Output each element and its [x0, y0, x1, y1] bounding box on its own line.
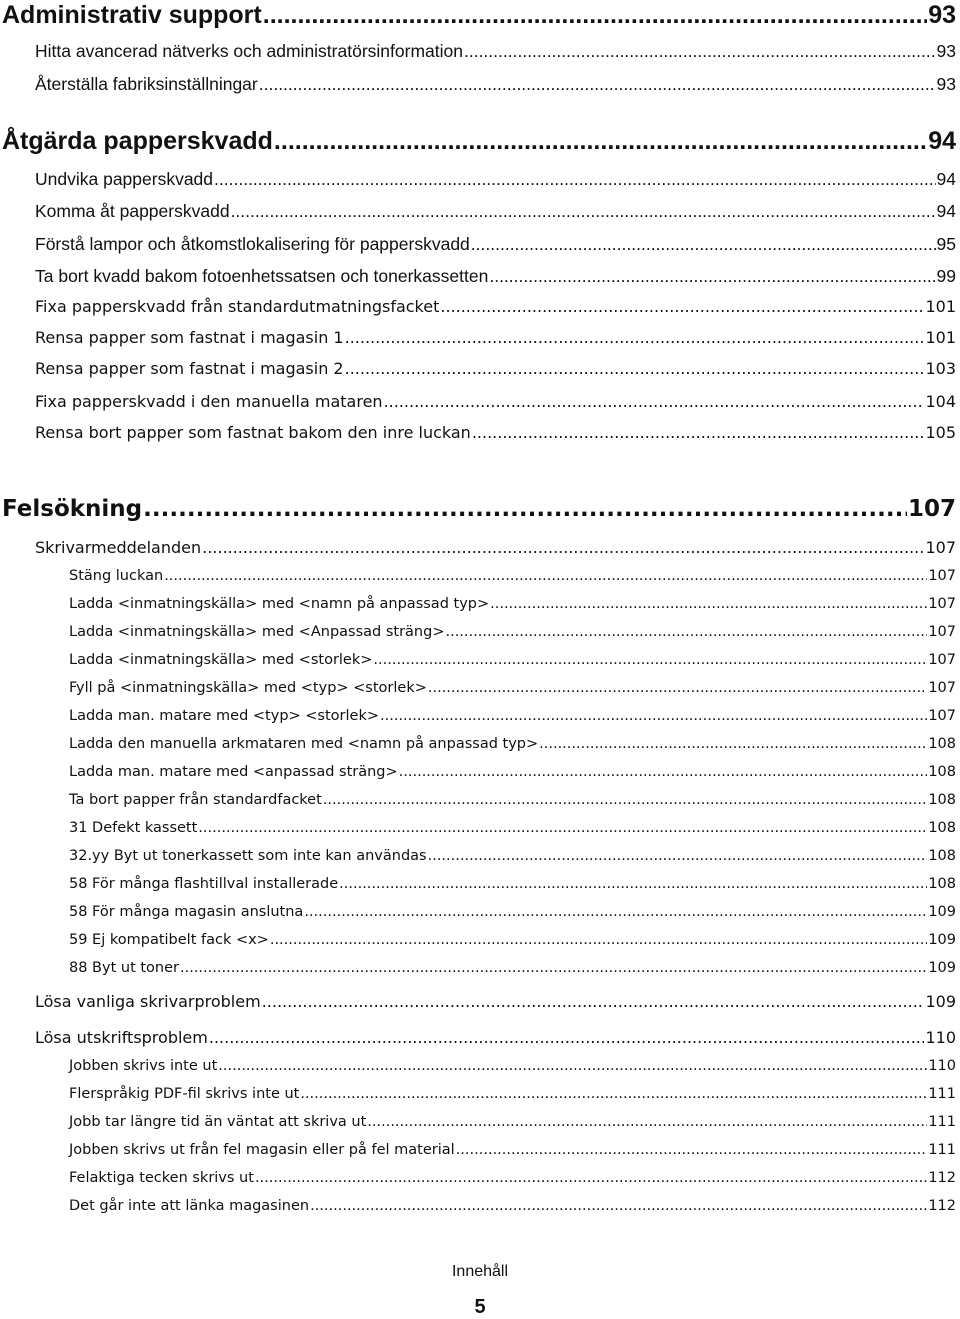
- toc-entry-page-number: 107: [928, 708, 956, 724]
- toc-entry-page-number: 109: [928, 904, 956, 920]
- toc-section-entry[interactable]: [0, 296, 956, 318]
- dot-leader: [339, 875, 927, 894]
- toc-entry-title: Rensa papper som fastnat i magasin 1: [35, 328, 344, 347]
- toc-subsection-entry[interactable]: [0, 1085, 956, 1104]
- dot-leader: [209, 1027, 925, 1049]
- toc-entry-page-number: 107: [928, 652, 956, 668]
- toc-entry-title: Rensa bort papper som fastnat bakom den inre luckan: [35, 423, 471, 442]
- toc-section-entry[interactable]: [0, 422, 956, 444]
- toc-entry-title: Hitta avancerad nätverks och administratörsinformation: [35, 41, 463, 61]
- toc-entry-page-number: 94: [936, 201, 956, 221]
- toc-entry-title: 58 För många magasin anslutna: [69, 904, 304, 920]
- toc-entry-page-number: 105: [925, 423, 956, 442]
- toc-entry-page-number: 111: [928, 1142, 956, 1158]
- dot-leader: [345, 327, 925, 349]
- toc-subsection-entry[interactable]: [0, 1113, 956, 1132]
- toc-entry-page-number: 93: [928, 1, 956, 29]
- toc-entry-page-number: 107: [928, 680, 956, 696]
- dot-leader: [399, 763, 928, 782]
- dot-leader: [262, 991, 925, 1013]
- dot-leader: [428, 847, 928, 866]
- toc-entry-page-number: 109: [925, 992, 956, 1011]
- toc-entry-title: 59 Ej kompatibelt fack <x>: [69, 932, 269, 948]
- toc-entry-page-number: 93: [936, 74, 956, 94]
- toc-entry-title: Ladda man. matare med <typ> <storlek>: [69, 708, 379, 724]
- toc-entry-title: Ladda <inmatningskälla> med <namn på anpassad typ>: [69, 596, 490, 612]
- toc-subsection-entry[interactable]: [0, 651, 956, 670]
- toc-entry-page-number: 101: [925, 297, 956, 316]
- toc-subsection-entry[interactable]: [0, 847, 956, 866]
- toc-entry-title: Ladda man. matare med <anpassad sträng>: [69, 764, 398, 780]
- dot-leader: [464, 40, 936, 62]
- dot-leader: [428, 679, 927, 698]
- dot-leader: [367, 1113, 927, 1132]
- toc-subsection-entry[interactable]: [0, 763, 956, 782]
- toc-entry-page-number: 108: [928, 792, 956, 808]
- footer-page-number: 5: [474, 1296, 486, 1318]
- dot-leader: [323, 791, 928, 810]
- dot-leader: [384, 391, 925, 413]
- toc-entry-title: Stäng luckan: [69, 568, 164, 584]
- toc-section-entry[interactable]: [0, 233, 956, 255]
- toc-section-entry[interactable]: [0, 1027, 956, 1049]
- toc-entry-page-number: 109: [928, 960, 956, 976]
- toc-entry-title: 58 För många flashtillval installerade: [69, 876, 339, 892]
- toc-entry-page-number: 110: [928, 1058, 956, 1074]
- toc-entry-title: Fyll på <inmatningskälla> med <typ> <storlek>: [69, 680, 427, 696]
- dot-leader: [373, 651, 927, 670]
- dot-leader: [445, 623, 927, 642]
- toc-entry-page-number: 93: [936, 41, 956, 61]
- toc-entry-page-number: 108: [928, 820, 956, 836]
- toc-entry-title: Ladda den manuella arkmataren med <namn på anpassad typ>: [69, 736, 539, 752]
- dot-leader: [539, 735, 927, 754]
- toc-entry-title: Fixa papperskvadd i den manuella mataren: [35, 392, 383, 411]
- toc-entry-title: Undvika papperskvadd: [35, 169, 214, 189]
- toc-section-entry[interactable]: [0, 991, 956, 1013]
- toc-section-entry[interactable]: [0, 40, 956, 62]
- toc-entry-title: Förstå lampor och åtkomstlokalisering för papperskvadd: [35, 234, 470, 254]
- toc-subsection-entry[interactable]: [0, 595, 956, 614]
- dot-leader: [310, 1197, 927, 1216]
- toc-subsection-entry[interactable]: [0, 903, 956, 922]
- dot-leader: [255, 1169, 927, 1188]
- toc-entry-title: Komma åt papperskvadd: [35, 201, 230, 221]
- toc-entry-page-number: 110: [925, 1028, 956, 1047]
- toc-entry-page-number: 108: [928, 764, 956, 780]
- toc-entry-title: Jobben skrivs inte ut: [69, 1058, 218, 1074]
- toc-chapter-entry[interactable]: [0, 126, 956, 156]
- dot-leader: [274, 126, 927, 156]
- toc-subsection-entry[interactable]: [0, 707, 956, 726]
- toc-subsection-entry[interactable]: [0, 1057, 956, 1076]
- toc-entry-page-number: 111: [928, 1114, 956, 1130]
- toc-section-entry[interactable]: [0, 200, 956, 222]
- toc-entry-page-number: 107: [928, 568, 956, 584]
- toc-subsection-entry[interactable]: [0, 819, 956, 838]
- toc-entry-page-number: 109: [928, 932, 956, 948]
- toc-subsection-entry[interactable]: [0, 1141, 956, 1160]
- dot-leader: [300, 1085, 927, 1104]
- toc-entry-page-number: 108: [928, 876, 956, 892]
- toc-entry-title: Fixa papperskvadd från standardutmatningsfacket: [35, 297, 440, 316]
- toc-subsection-entry[interactable]: [0, 735, 956, 754]
- toc-subsection-entry[interactable]: [0, 791, 956, 810]
- toc-entry-page-number: 108: [928, 848, 956, 864]
- toc-entry-title: Åtgärda papperskvadd: [2, 127, 273, 155]
- toc-section-entry[interactable]: [0, 265, 956, 287]
- toc-entry-title: Ta bort papper från standardfacket: [69, 792, 322, 808]
- dot-leader: [231, 200, 936, 222]
- dot-leader: [380, 707, 927, 726]
- toc-entry-title: Ladda <inmatningskälla> med <storlek>: [69, 652, 373, 668]
- toc-entry-page-number: 101: [925, 328, 956, 347]
- toc-entry-page-number: 111: [928, 1086, 956, 1102]
- toc-entry-page-number: 94: [936, 169, 956, 189]
- toc-entry-title: Flerspråkig PDF-fil skrivs inte ut: [69, 1086, 300, 1102]
- toc-entry-title: 88 Byt ut toner: [69, 960, 179, 976]
- toc-chapter-entry[interactable]: [0, 0, 956, 30]
- toc-entry-page-number: 104: [925, 392, 956, 411]
- toc-entry-title: Återställa fabriksinställningar: [35, 74, 258, 94]
- footer-label: Innehåll: [451, 1263, 509, 1280]
- toc-entry-page-number: 112: [928, 1170, 956, 1186]
- dot-leader: [164, 567, 927, 586]
- dot-leader: [202, 537, 924, 559]
- toc-entry-page-number: 107: [925, 538, 956, 557]
- toc-entry-title: Skrivarmeddelanden: [35, 538, 202, 557]
- toc-entry-title: Lösa utskriftsproblem: [35, 1028, 208, 1047]
- toc-entry-page-number: 103: [925, 359, 956, 378]
- dot-leader: [263, 0, 927, 30]
- toc-entry-title: Felaktiga tecken skrivs ut: [69, 1170, 254, 1186]
- toc-entry-page-number: 112: [928, 1198, 956, 1214]
- toc-entry-title: Ladda <inmatningskälla> med <Anpassad sträng>: [69, 624, 445, 640]
- dot-leader: [345, 358, 925, 380]
- toc-subsection-entry[interactable]: [0, 567, 956, 586]
- dot-leader: [198, 819, 927, 838]
- toc-section-entry[interactable]: [0, 168, 956, 190]
- toc-chapter-entry[interactable]: [0, 494, 956, 524]
- dot-leader: [440, 296, 924, 318]
- dot-leader: [304, 903, 927, 922]
- dot-leader: [180, 959, 927, 978]
- dot-leader: [143, 494, 907, 524]
- toc-entry-page-number: 99: [936, 266, 956, 286]
- dot-leader: [490, 595, 927, 614]
- dot-leader: [218, 1057, 927, 1076]
- toc-entry-title: Jobben skrivs ut från fel magasin eller på fel material: [69, 1142, 455, 1158]
- toc-section-entry[interactable]: [0, 73, 956, 95]
- toc-entry-title: Ta bort kvadd bakom fotoenhetssatsen och tonerkassetten: [35, 266, 489, 286]
- toc-entry-page-number: 108: [928, 736, 956, 752]
- toc-entry-title: Felsökning: [2, 496, 143, 522]
- dot-leader: [214, 168, 936, 190]
- toc-entry-title: 32.yy Byt ut tonerkassett som inte kan användas: [69, 848, 427, 864]
- toc-entry-title: Rensa papper som fastnat i magasin 2: [35, 359, 344, 378]
- dot-leader: [270, 931, 927, 950]
- toc-entry-page-number: 107: [928, 624, 956, 640]
- toc-section-entry[interactable]: [0, 537, 956, 559]
- toc-entry-title: 31 Defekt kassett: [69, 820, 198, 836]
- dot-leader: [471, 233, 936, 255]
- dot-leader: [456, 1141, 928, 1160]
- toc-entry-title: Det går inte att länka magasinen: [69, 1198, 310, 1214]
- dot-leader: [259, 73, 936, 95]
- toc-subsection-entry[interactable]: [0, 679, 956, 698]
- toc-subsection-entry[interactable]: [0, 1197, 956, 1216]
- toc-subsection-entry[interactable]: [0, 959, 956, 978]
- toc-entry-page-number: 107: [928, 596, 956, 612]
- toc-subsection-entry[interactable]: [0, 1169, 956, 1188]
- toc-subsection-entry[interactable]: [0, 931, 956, 950]
- toc-entry-title: Lösa vanliga skrivarproblem: [35, 992, 261, 1011]
- toc-subsection-entry[interactable]: [0, 875, 956, 894]
- toc-section-entry[interactable]: [0, 327, 956, 349]
- toc-entry-title: Administrativ support: [2, 1, 262, 29]
- toc-subsection-entry[interactable]: [0, 623, 956, 642]
- dot-leader: [472, 422, 925, 444]
- toc-entry-page-number: 107: [907, 496, 956, 522]
- toc-section-entry[interactable]: [0, 358, 956, 380]
- toc-section-entry[interactable]: [0, 391, 956, 413]
- toc-entry-page-number: 95: [936, 234, 956, 254]
- toc-entry-title: Jobb tar längre tid än väntat att skriva ut: [69, 1114, 367, 1130]
- dot-leader: [489, 265, 935, 287]
- toc-entry-page-number: 94: [928, 127, 956, 155]
